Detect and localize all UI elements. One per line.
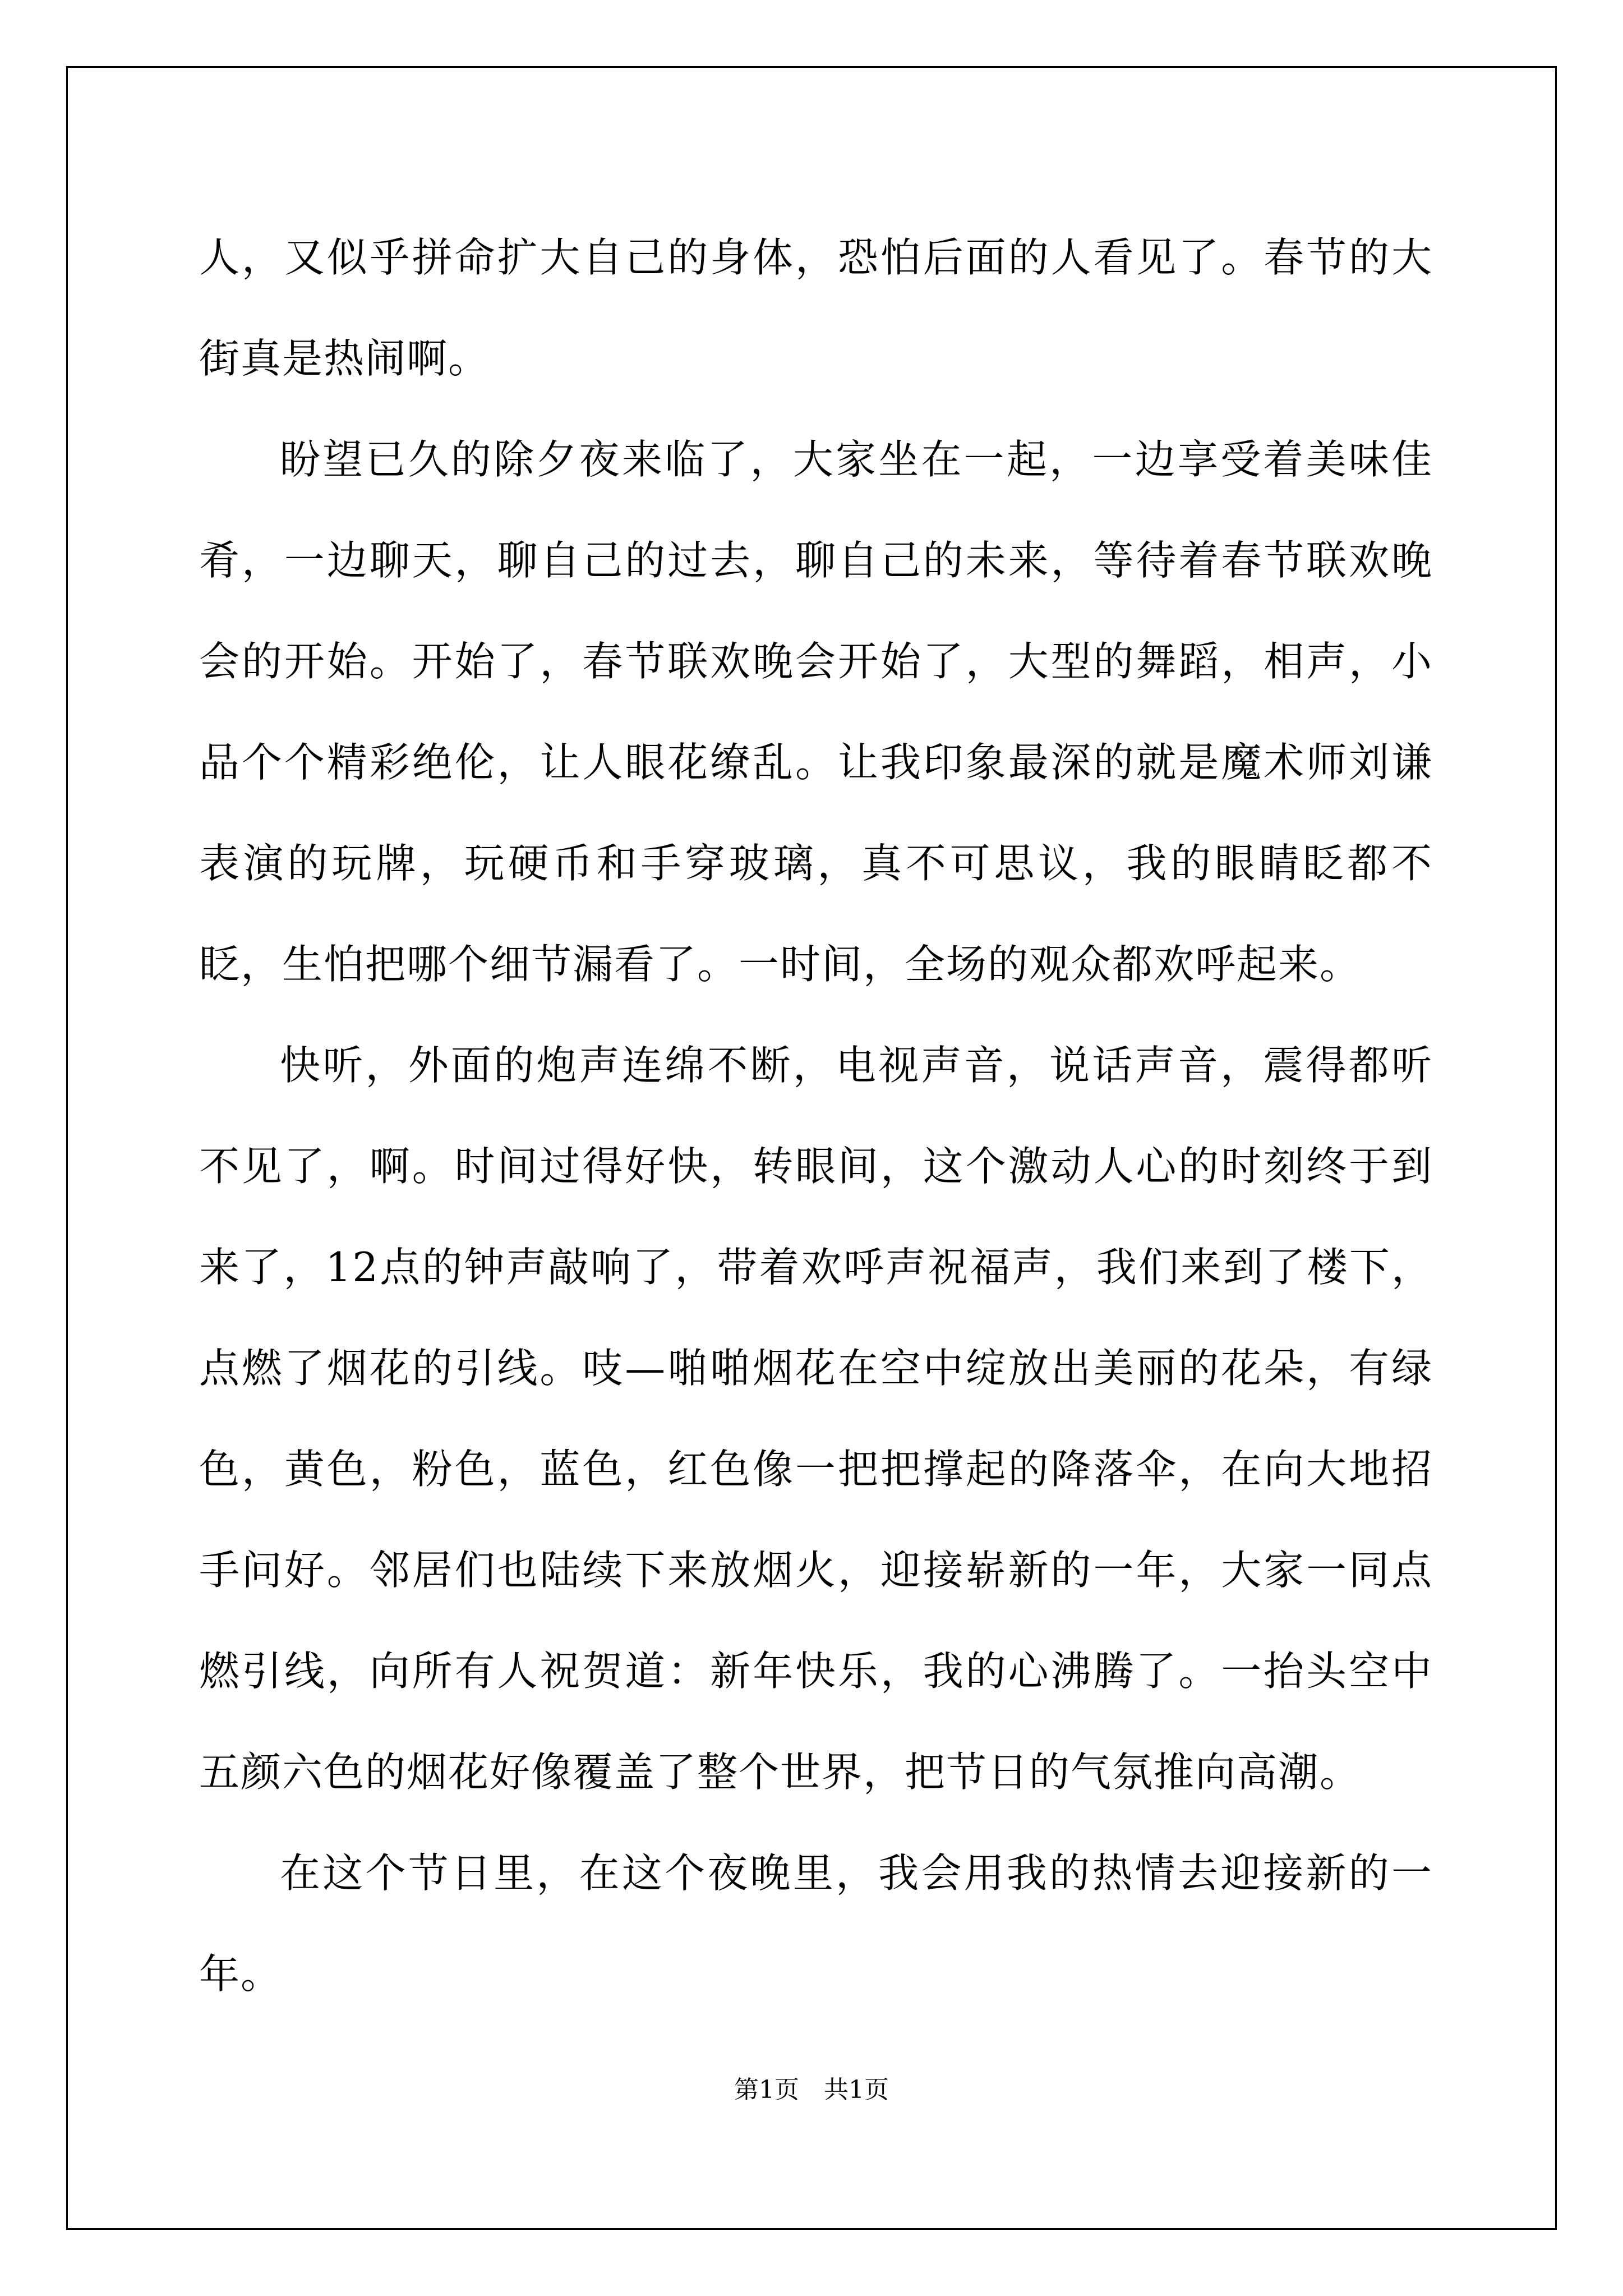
- paragraph-2: 盼望已久的除夕夜来临了，大家坐在一起，一边享受着美味佳肴，一边聊天，聊自己的过去，聊自己的未来，等待着春节联欢晚会的开始。开始了，春节联欢晚会开始了，大型的舞蹈，相声，小品个个精彩绝伦，让人眼花缭乱。让我印象最深的就是魔术师刘谦表演的玩牌，玩硬币和手穿玻璃，真不可思议，我的眼睛眨都不眨，生怕把哪个细节漏看了。一时间，全场的观众都欢呼起来。: [199, 436, 1433, 988]
- document-body: [199, 207, 1433, 2024]
- paragraph-3: 快听，外面的炮声连绵不断，电视声音，说话声音，震得都听不见了，啊。时间过得好快，转眼间，这个激动人心的时刻终于到来了，12点的钟声敲响了，带着欢呼声祝福声，我们来到了楼下，点燃了烟花的引线。吱—啪啪烟花在空中绽放出美丽的花朵，有绿色，黄色，粉色，蓝色，红色像一把把撑起的降落伞，在向大地招手问好。邻居们也陆续下来放烟火，迎接崭新的一年，大家一同点燃引线，向所有人祝贺道：新年快乐，我的心沸腾了。一抬头空中五颜六色的烟花好像覆盖了整个世界，把节日的气氛推向高潮。: [199, 1042, 1433, 1796]
- page-number: 第1页 共1页: [734, 2076, 889, 2104]
- paragraph-4: 在这个节日里，在这个夜晚里，我会用我的热情去迎接新的一年。: [199, 1849, 1433, 1998]
- paragraph-1: 人，又似乎拼命扩大自己的身体，恐怕后面的人看见了。春节的大街真是热闹啊。: [199, 234, 1433, 382]
- page-footer: [0, 2073, 1623, 2107]
